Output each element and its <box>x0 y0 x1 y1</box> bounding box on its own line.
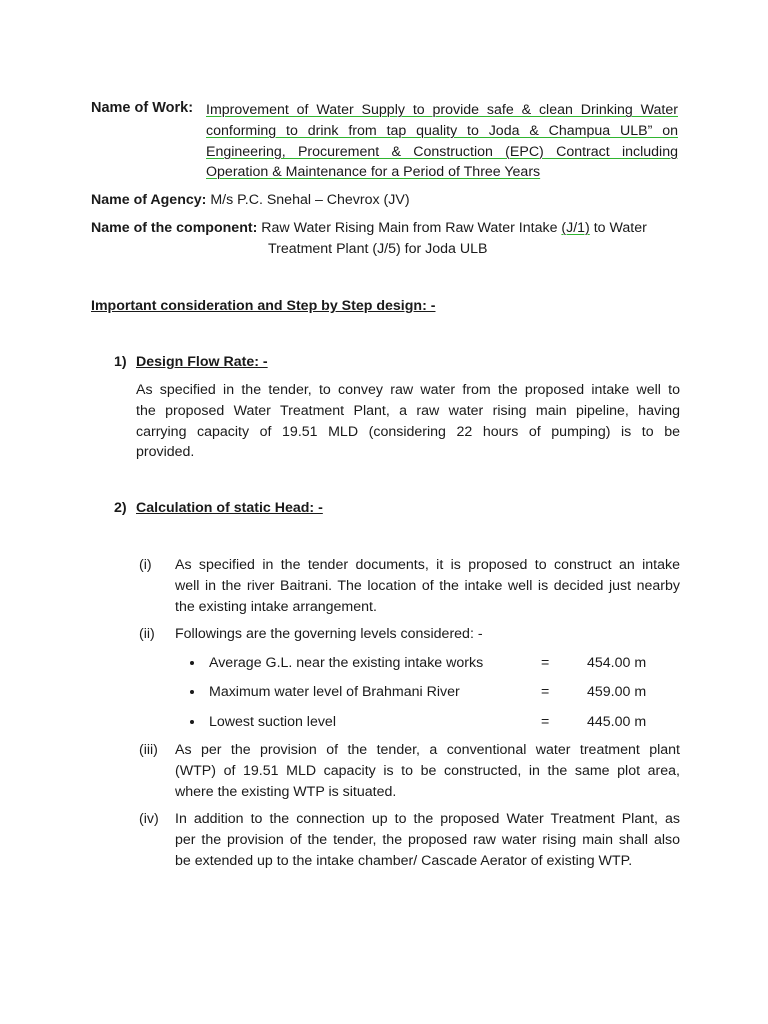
item-ii-roman: (ii) <box>139 626 155 642</box>
s1-line: provided. <box>136 444 195 461</box>
agency-value: M/s P.C. Snehal – Chevrox (JV) <box>210 192 410 208</box>
level-equals: = <box>541 714 550 730</box>
bullet-icon <box>190 720 194 724</box>
s1-title: Design Flow Rate: - <box>136 354 268 370</box>
work-label: Name of Work: <box>91 100 194 116</box>
s1-line: the proposed Water Treatment Plant, a raw water rising main pipeline, having <box>136 402 680 419</box>
s1-number: 1) <box>114 354 127 370</box>
item-line: (WTP) of 19.51 MLD capacity is to be constructed, in the same plot area, <box>175 762 680 779</box>
work-line: Operation & Maintenance for a Period of Three Years <box>206 164 541 181</box>
bullet-icon <box>190 690 194 694</box>
component-value-c: to Water <box>589 220 647 236</box>
level-label: Lowest suction level <box>209 714 336 730</box>
work-line: Improvement of Water Supply to provide safe & clean Drinking Water <box>206 102 678 118</box>
s2-title: Calculation of static Head: - <box>136 500 323 516</box>
level-equals: = <box>541 655 550 671</box>
item-ii-text: Followings are the governing levels considered: - <box>175 626 483 642</box>
level-value: 445.00 m <box>587 714 647 730</box>
item-line: be extended up to the intake chamber/ Cascade Aerator of existing WTP. <box>175 852 633 869</box>
work-value <box>206 100 678 183</box>
item-iv-text <box>175 809 680 871</box>
level-label: Maximum water level of Brahmani River <box>209 684 460 700</box>
item-line: As per the provision of the tender, a conventional water treatment plant <box>175 742 680 758</box>
section-title: Important consideration and Step by Step design: - <box>91 298 436 314</box>
bullet-icon <box>190 661 194 665</box>
item-iii-text <box>175 740 680 802</box>
item-iii-roman: (iii) <box>139 742 158 758</box>
agency-label: Name of Agency: <box>91 192 207 208</box>
level-value: 454.00 m <box>587 655 647 671</box>
item-line: where the existing WTP is situated. <box>175 783 397 800</box>
s1-line: As specified in the tender, to convey raw water from the proposed intake well to <box>136 382 680 398</box>
item-line: per the provision of the tender, the proposed raw water rising main shall also <box>175 831 680 848</box>
item-i-text <box>175 555 680 617</box>
level-label: Average G.L. near the existing intake works <box>209 655 484 671</box>
item-line: well in the river Baitrani. The location of the intake well is decided just nearby <box>175 577 680 594</box>
component-value-b: (J/1) <box>561 220 590 236</box>
item-line: As specified in the tender documents, it is proposed to construct an intake <box>175 557 680 573</box>
work-line: conforming to drink from tap quality to Joda & Champua ULB” on <box>206 122 678 139</box>
item-iv-roman: (iv) <box>139 811 159 827</box>
s1-paragraph <box>136 380 680 463</box>
item-line: In addition to the connection up to the proposed Water Treatment Plant, as <box>175 811 680 827</box>
component-line-1 <box>91 218 647 239</box>
component-line-2: Treatment Plant (J/5) for Joda ULB <box>268 241 488 257</box>
agency-line <box>91 190 410 211</box>
s2-number: 2) <box>114 500 127 516</box>
level-equals: = <box>541 684 550 700</box>
component-label: Name of the component: <box>91 220 258 236</box>
s1-line: carrying capacity of 19.51 MLD (considering 22 hours of pumping) is to be <box>136 423 680 440</box>
work-line: Engineering, Procurement & Construction (EPC) Contract including <box>206 143 678 160</box>
item-i-roman: (i) <box>139 557 152 573</box>
component-value-a: Raw Water Rising Main from Raw Water Intake <box>261 220 562 236</box>
item-line: the existing intake arrangement. <box>175 598 377 615</box>
level-value: 459.00 m <box>587 684 647 700</box>
